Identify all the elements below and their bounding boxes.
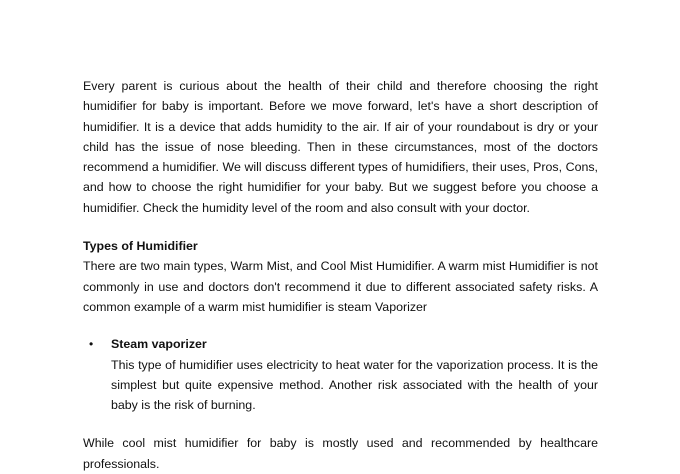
document-page bbox=[83, 76, 598, 474]
bullet-item-steam-vaporizer bbox=[83, 334, 598, 415]
spacer bbox=[83, 218, 598, 236]
closing-paragraph: While cool mist humidifier for baby is mostly used and recommended by healthcare professionals. bbox=[83, 436, 598, 471]
bullet-paragraph: This type of humidifier uses electricity to heat water for the vaporization process. It is the simplest but quite expensive method. Another risk associated with the health of your baby is the risk of burning. bbox=[111, 357, 598, 413]
intro-paragraph: Every parent is curious about the health of their child and therefore choosing the right humidifier for baby is important. Before we move forward, let's have a short description of humidifier. It is a device that adds humidity to the air. If air of your roundabout is dry or your child has the issue of nose bleeding. Then in these circumstances, most of the doctors recommend a humidifier. We will discuss different types of humidifiers, their uses, Pros, Cons, and how to choose the right humidifier for your baby. But we suggest before you choose a humidifier. Check the humidity level of the room and also consult with your doctor. bbox=[83, 79, 598, 215]
bullet-title: Steam vaporizer bbox=[111, 337, 207, 352]
section-heading-types: Types of Humidifier bbox=[83, 239, 198, 254]
types-paragraph: There are two main types, Warm Mist, and Cool Mist Humidifier. A warm mist Humidifier is not commonly in use and doctors don't recommend it due to different associated safety risks. A common example of a warm mist humidifier is steam Vaporizer bbox=[83, 259, 598, 314]
spacer bbox=[83, 415, 598, 433]
bullet-marker: • bbox=[89, 337, 94, 352]
spacer bbox=[83, 317, 598, 334]
